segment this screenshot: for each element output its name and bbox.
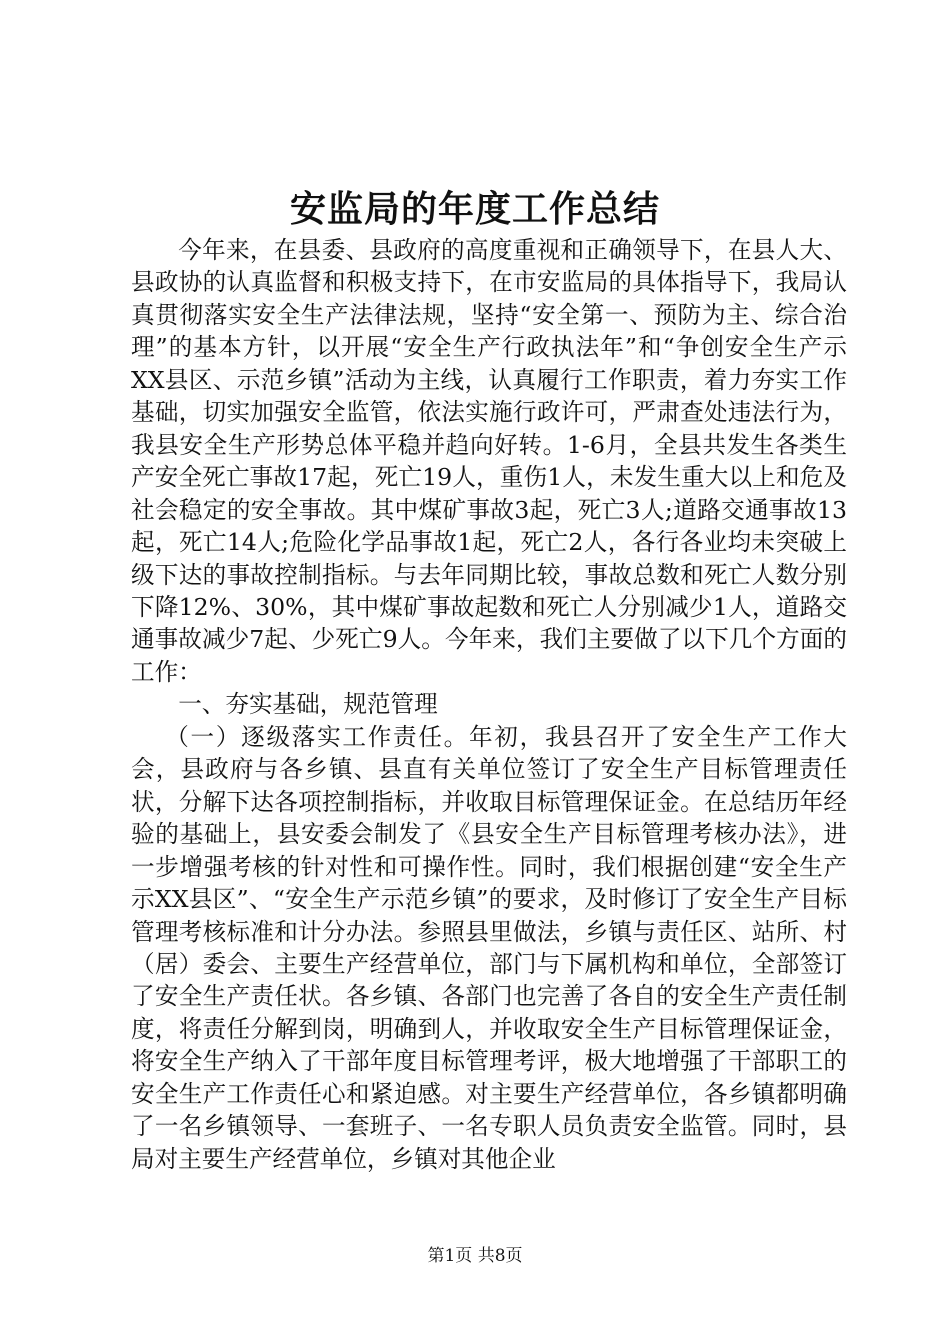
- paragraph-intro: 今年来，在县委、县政府的高度重视和正确领导下，在县人大、县政协的认真监督和积极支持下，在市安监局的具体指导下，我局认真贯彻落实安全生产法律法规，坚持“安全第一、预防为主、综合治理”的基本方针，以开展“安全生产行政执法年”和“争创安全生产示XX县区、示范乡镇”活动为主线，认真履行工作职责，着力夯实工作基础，切实加强安全监管，依法实施行政许可，严肃查处违法行为，我县安全生产形势总体平稳并趋向好转。1-6月，全县共发生各类生产安全死亡事故17起，死亡19人，重伤1人，未发生重大以上和危及社会稳定的安全事故。其中煤矿事故3起，死亡3人;道路交通事故13起，死亡14人;危险化学品事故1起，死亡2人，各行各业均未突破上级下达的事故控制指标。与去年同期比较，事故总数和死亡人数分别下降12%、30%，其中煤矿事故起数和死亡人分别减少1人，道路交通事故减少7起、少死亡9人。今年来，我们主要做了以下几个方面的工作：: [131, 236, 847, 686]
- page-footer: 第1页 共8页: [427, 1246, 523, 1266]
- document-body: [131, 234, 847, 1175]
- document-title: 安监局的年度工作总结: [289, 188, 660, 230]
- paragraph-responsibility: （一）逐级落实工作责任。年初，我县召开了安全生产工作大会，县政府与各乡镇、县直有关单位签订了安全生产目标管理责任状，分解下达各项控制指标，并收取目标管理保证金。在总结历年经验的基础上，县安委会制发了《县安全生产目标管理考核办法》，进一步增强考核的针对性和可操作性。同时，我们根据创建“安全生产示XX县区”、“安全生产示范乡镇”的要求，及时修订了安全生产目标管理考核标准和计分办法。参照县里做法，乡镇与责任区、站所、村（居）委会、主要生产经营单位，部门与下属机构和单位，全部签订了安全生产责任状。各乡镇、各部门也完善了各自的安全生产责任制度，将责任分解到岗，明确到人，并收取安全生产目标管理保证金，将安全生产纳入了干部年度目标管理考评，极大地增强了干部职工的安全生产工作责任心和紧迫感。对主要生产经营单位，各乡镇都明确了一名乡镇领导、一套班子、一名专职人员负责安全监管。同时，县局对主要生产经营单位，乡镇对其他企业: [131, 722, 847, 1173]
- section-heading-1: 一、夯实基础，规范管理: [178, 690, 438, 719]
